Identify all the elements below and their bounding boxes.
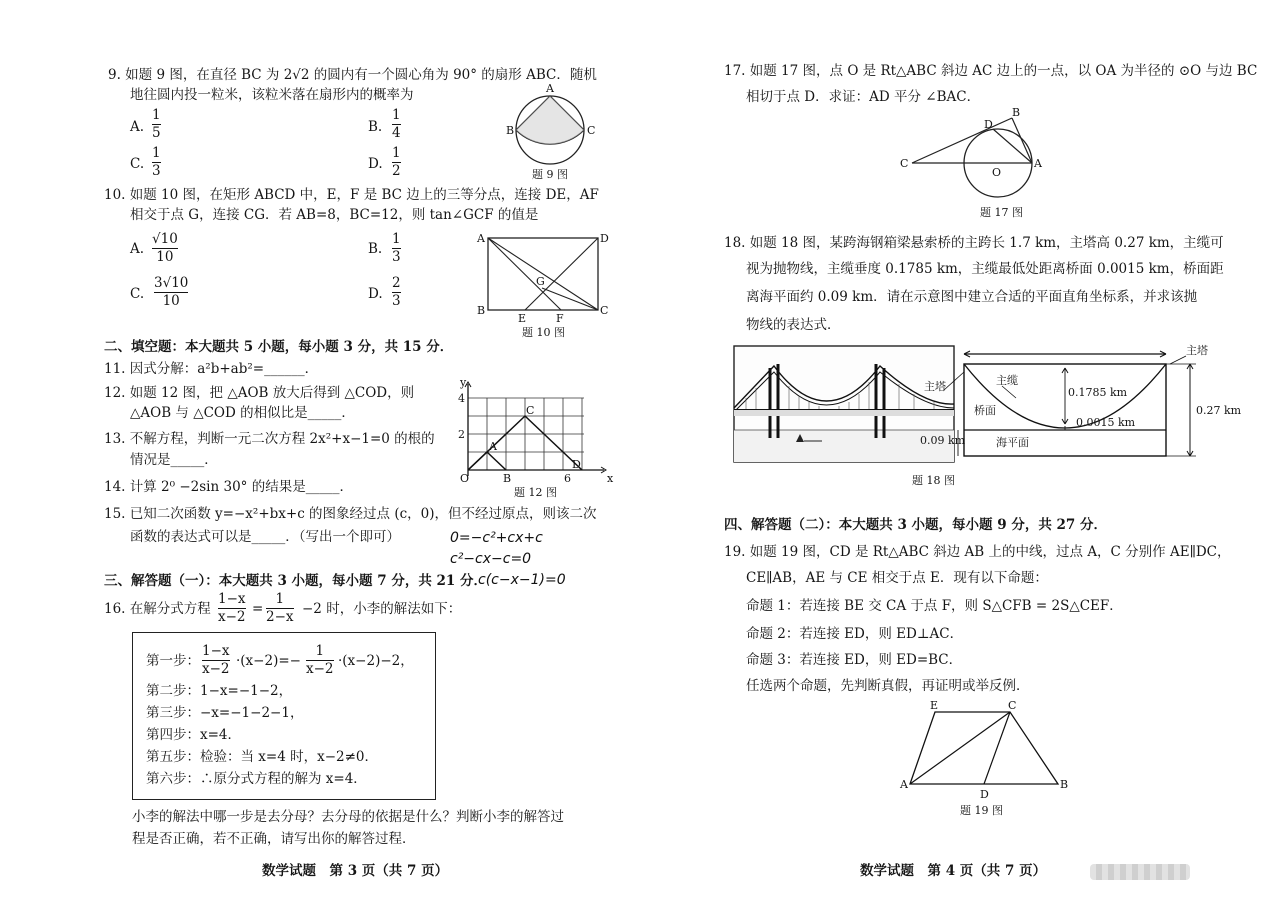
q16-step3: 第三步：−x=−1−2−1，	[146, 705, 304, 721]
q16-step4: 第四步：x=4．	[146, 727, 242, 743]
q13-line2: 情况是_____．	[130, 452, 218, 468]
q10-opt-c-frac: 3√10 10	[154, 275, 189, 309]
q17-caption: 题 17 图	[980, 206, 1023, 219]
handwriting-2: c²−cx−c=0	[450, 551, 532, 567]
q10-figure	[477, 232, 609, 325]
q10-opt-b-frac: 1 3	[392, 231, 401, 265]
page-4	[660, 0, 1280, 904]
q10-label-b: B	[477, 304, 486, 317]
q15-line1: 15. 已知二次函数 y=−x²+bx+c 的图象经过点 (c，0)，但不经过原点，则该二次	[104, 506, 597, 522]
q16-step6: 第六步：∴原分式方程的解为 x=4．	[146, 771, 367, 787]
section-4-heading: 四、解答题（二）：本大题共 3 小题，每小题 9 分，共 27 分．	[724, 517, 1108, 533]
q16-frac-2: 1 2−x	[266, 591, 294, 625]
q10-opt-c-label: C.	[130, 286, 145, 302]
q19-task: 任选两个命题，先判断真假，再证明或举反例．	[746, 678, 1030, 694]
q18-label-gap: 0.0015 km	[1076, 416, 1136, 429]
q10-opt-a-label: A.	[130, 241, 145, 257]
q14: 14. 计算 2⁰ −2sin 30° 的结果是_____．	[104, 479, 353, 495]
q9-opt-a-frac: 1 5	[152, 107, 161, 141]
q18-caption: 题 18 图	[912, 474, 955, 487]
q10-label-e: E	[518, 312, 527, 325]
q12-line1: 12. 如题 12 图，把 △AOB 放大后得到 △COD，则	[104, 385, 415, 401]
q17-label-d: D	[984, 118, 993, 131]
q12-axis-x: x	[607, 472, 614, 485]
q9-opt-d-frac: 1 2	[392, 145, 401, 179]
q12-figure	[454, 376, 614, 486]
q9-label-a: A	[546, 82, 554, 95]
q10-label-c: C	[600, 304, 609, 317]
q19-label-d: D	[980, 788, 989, 801]
q16-step1-frac-2: 1 x−2	[306, 643, 334, 677]
q11: 11. 因式分解：a²b+ab²=______．	[104, 361, 319, 377]
q9-label-b: B	[506, 124, 515, 137]
q12-label-c: C	[526, 404, 535, 417]
q9-opt-b-label: B.	[368, 119, 383, 135]
q16-question-1: 小李的解法中哪一步是去分母？去分母的依据是什么？判断小李的解答过	[132, 809, 564, 825]
q17-figure	[900, 108, 1050, 204]
q17-line1: 17. 如题 17 图，点 O 是 Rt△ABC 斜边 AC 边上的一点，以 OA 为半径的 ⊙O 与边 BC	[724, 63, 1258, 79]
q18-line2: 视为抛物线，主缆垂度 0.1785 km，主缆最低处距离桥面 0.0015 km，桥面距	[746, 261, 1224, 277]
q19-line2: CE∥AB，AE 与 CE 相交于点 E．现有以下命题：	[746, 570, 1048, 586]
q9-caption: 题 9 图	[532, 168, 568, 181]
handwriting-1: 0=−c²+cx+c	[450, 530, 543, 546]
q16-eq-tail: −2 时，小李的解法如下：	[302, 601, 462, 617]
q18-label-sag: 0.1785 km	[1068, 386, 1128, 399]
q12-label-a: A	[489, 440, 497, 453]
q10-label-f: F	[556, 312, 564, 325]
q19-prop3: 命题 3：若连接 ED，则 ED=BC．	[746, 652, 963, 668]
q10-line1: 10. 如题 10 图，在矩形 ABCD 中，E，F 是 BC 边上的三等分点，连接 DE，AF	[104, 187, 599, 203]
q19-caption: 题 19 图	[960, 804, 1003, 817]
q19-label-b: B	[1060, 778, 1069, 791]
q9-opt-b-frac: 1 4	[392, 107, 401, 141]
q18-label-tower-top: 主塔	[1186, 344, 1208, 357]
q18-line3: 离海平面约 0.09 km．请在示意图中建立合适的平面直角坐标系，并求该抛	[746, 289, 1198, 305]
q10-label-g: G	[536, 275, 545, 288]
q16-prefix: 16. 在解分式方程	[104, 601, 211, 617]
q10-opt-b-label: B.	[368, 241, 383, 257]
q18-label-sea: 海平面	[996, 436, 1029, 449]
q13-line1: 13. 不解方程，判断一元二次方程 2x²+x−1=0 的根的	[104, 431, 435, 447]
q19-label-c: C	[1008, 699, 1017, 712]
q17-label-a: A	[1034, 157, 1042, 170]
q16-frac-1: 1−x x−2	[218, 591, 246, 625]
q16-step1-mid: ·(x−2)=−	[236, 653, 301, 669]
q18-line4: 物线的表达式．	[746, 317, 841, 333]
q17-label-b: B	[1012, 106, 1021, 119]
q16-step2: 第二步：1−x=−1−2，	[146, 683, 293, 699]
q9-opt-a-label: A.	[130, 119, 145, 135]
q19-prop2: 命题 2：若连接 ED，则 ED⊥AC．	[746, 626, 964, 642]
q19-figure	[900, 700, 1070, 800]
q9-opt-c-frac: 1 3	[152, 145, 161, 179]
q18-label-tower-left: 主塔	[924, 380, 946, 393]
section-3-heading: 三、解答题（一）：本大题共 3 小题，每小题 7 分，共 21 分．	[104, 573, 488, 589]
q19-label-e: E	[930, 699, 939, 712]
q10-opt-d-frac: 2 3	[392, 275, 401, 309]
q16-question-2: 程是否正确，若不正确，请写出你的解答过程．	[132, 831, 416, 847]
section-2-heading: 二、填空题：本大题共 5 小题，每小题 3 分，共 15 分．	[104, 339, 454, 355]
q12-label-d: D	[572, 458, 581, 471]
q18-label-deck-h: 0.09 km	[920, 434, 966, 447]
page-3-footer: 数学试题 第 3 页（共 7 页）	[262, 863, 449, 879]
q10-label-a: A	[477, 232, 485, 245]
page-4-footer: 数学试题 第 4 页（共 7 页）	[860, 863, 1047, 879]
q18-label-tower-h: 0.27 km	[1196, 404, 1242, 417]
q12-line2: △AOB 与 △COD 的相似比是_____．	[130, 405, 355, 421]
q9-line2: 地往圆内投一粒米，该粒米落在扇形内的概率为	[130, 87, 414, 103]
q18-line1: 18. 如题 18 图，某跨海钢箱梁悬索桥的主跨长 1.7 km，主塔高 0.27 km，主缆可	[724, 235, 1224, 251]
q16-step1-label: 第一步：	[146, 653, 200, 669]
bridge-schematic	[920, 342, 1250, 468]
q9-opt-c-label: C.	[130, 156, 145, 172]
q19-prop1: 命题 1：若连接 BE 交 CA 于点 F，则 S△CFB = 2S△CEF．	[746, 598, 1123, 614]
q16-step1-frac-1: 1−x x−2	[202, 643, 230, 677]
handwriting-3: c(c−x−1)=0	[478, 572, 566, 588]
q19-label-a: A	[900, 778, 908, 791]
q16-step5: 第五步：检验：当 x=4 时，x−2≠0．	[146, 749, 379, 765]
q9-label-c: C	[587, 124, 596, 137]
q12-axis-y: y	[460, 376, 467, 389]
q16-step1-tail: ·(x−2)−2，	[338, 653, 414, 669]
q10-caption: 题 10 图	[522, 326, 565, 339]
q18-label-cable: 主缆	[996, 374, 1018, 387]
q16-eq-sign: =	[252, 601, 264, 617]
q9-opt-d-label: D.	[368, 156, 383, 172]
q9-line1: 9. 如题 9 图，在直径 BC 为 2√2 的圆内有一个圆心角为 90° 的扇形 ABC．随机	[108, 67, 597, 83]
q12-caption: 题 12 图	[514, 486, 557, 499]
q10-label-d: D	[600, 232, 609, 245]
q17-label-o: O	[992, 166, 1002, 179]
q12-label-b: B	[503, 472, 512, 485]
q10-opt-a-frac: √10 10	[152, 231, 178, 265]
q17-line2: 相切于点 D．求证：AD 平分 ∠BAC．	[746, 89, 981, 105]
q12-tick-6: 6	[564, 472, 571, 485]
q17-label-c: C	[900, 157, 909, 170]
q12-tick-2: 2	[458, 428, 465, 441]
q12-label-o: O	[460, 472, 470, 485]
q18-label-deck: 桥面	[974, 404, 996, 417]
q15-line2: 函数的表达式可以是_____．（写出一个即可）	[130, 529, 400, 545]
watermark-blur	[1090, 864, 1190, 880]
q10-opt-d-label: D.	[368, 286, 383, 302]
q19-line1: 19. 如题 19 图，CD 是 Rt△ABC 斜边 AB 上的中线，过点 A，C 分别作 AE∥DC，	[724, 544, 1231, 560]
q10-line2: 相交于点 G，连接 CG．若 AB=8，BC=12，则 tan∠GCF 的值是	[130, 207, 539, 223]
q12-tick-4: 4	[458, 392, 465, 405]
